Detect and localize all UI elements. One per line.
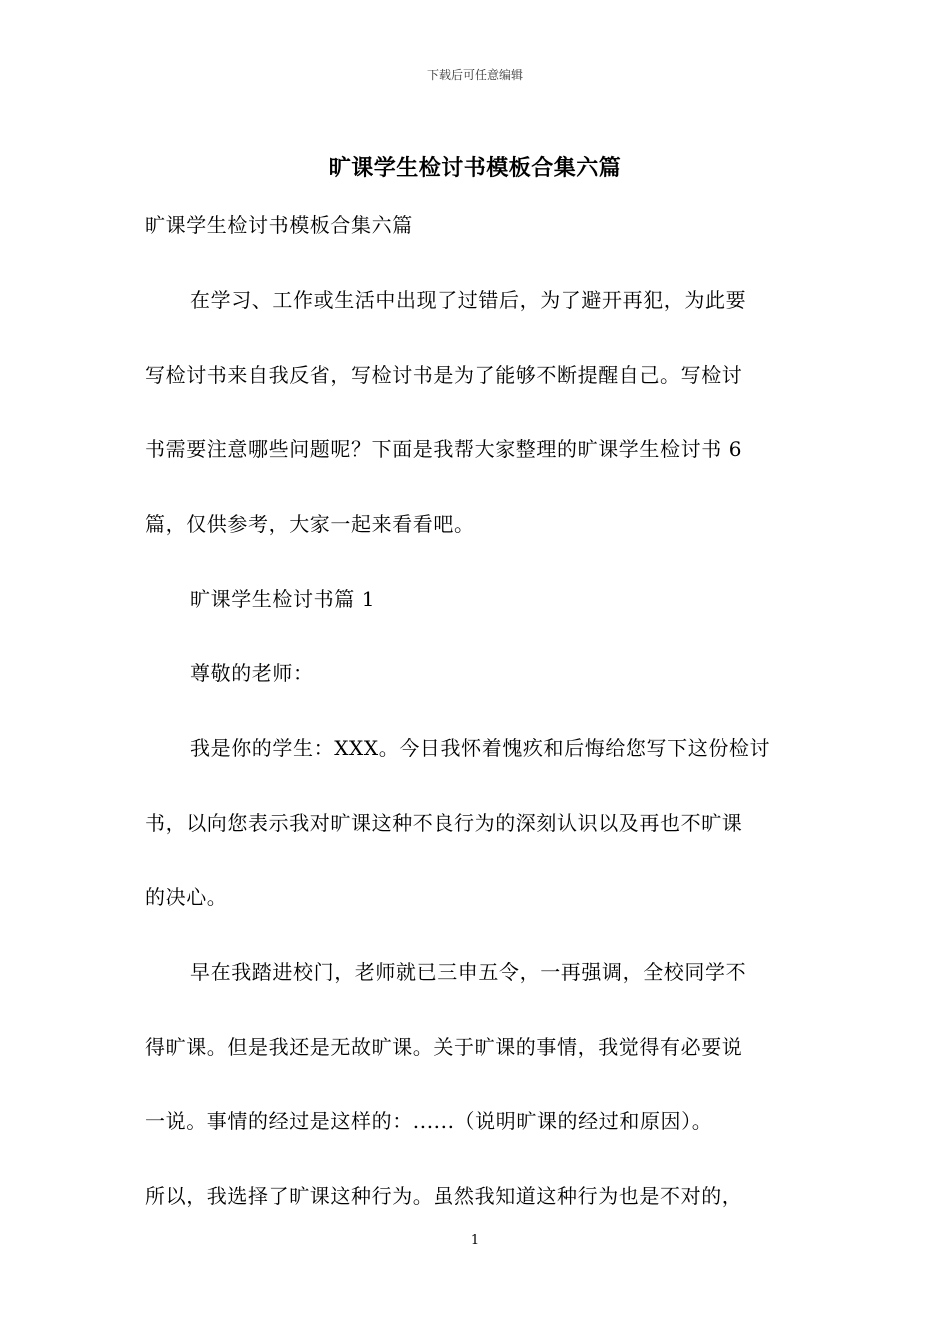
page-number: 1 [470,1233,480,1248]
body-line: 书需要注意哪些问题呢？下面是我帮大家整理的旷课学生检讨书 6 [145,437,743,461]
body-line: 的决心。 [145,885,228,909]
section-heading: 旷课学生检讨书篇 1 [190,587,376,611]
body-line: 书，以向您表示我对旷课这种不良行为的深刻认识以及再也不旷课 [145,811,743,835]
body-line: 早在我踏进校门，老师就已三申五令，一再强调，全校同学不 [190,960,747,984]
body-line: 我是你的学生：XXX。今日我怀着愧疚和后悔给您写下这份检讨 [190,736,771,760]
body-line: 一说。事情的经过是这样的：......（说明旷课的经过和原因）。 [145,1109,713,1133]
subtitle-line: 旷课学生检讨书模板合集六篇 [145,213,413,237]
header-note: 下载后可任意编辑 [426,68,523,82]
body-line: 在学习、工作或生活中出现了过错后，为了避开再犯，为此要 [190,288,747,312]
document-title: 旷课学生检讨书模板合集六篇 [328,155,622,181]
body-line: 写检讨书来自我反省，写检讨书是为了能够不断提醒自己。写检讨 [145,363,743,387]
salutation: 尊敬的老师： [190,661,314,685]
body-line: 所以，我选择了旷课这种行为。虽然我知道这种行为也是不对的， [145,1184,743,1208]
body-line: 篇，仅供参考，大家一起来看看吧。 [145,512,475,536]
body-line: 得旷课。但是我还是无故旷课。关于旷课的事情，我觉得有必要说 [145,1035,743,1059]
